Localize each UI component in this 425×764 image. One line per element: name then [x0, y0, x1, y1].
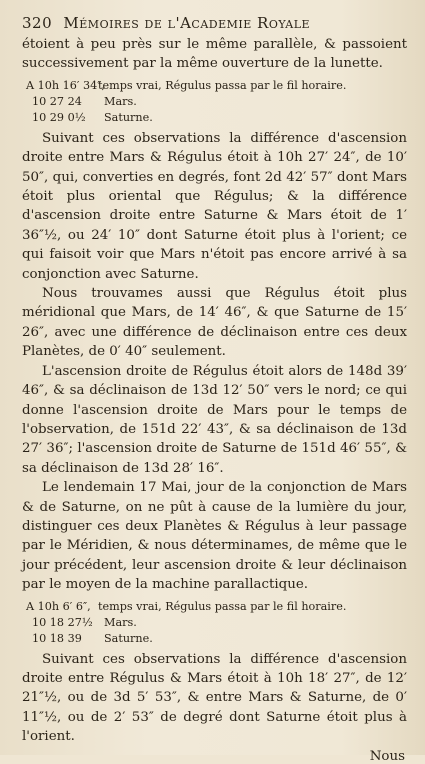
observation-note: Saturne.: [104, 631, 153, 645]
observation-time: 10 29 0½: [32, 110, 86, 124]
observation-note: Mars.: [104, 94, 137, 108]
paragraph: Suivant ces observations la différence d'ascension droite entre Régulus & Mars étoit à 10h 18′ 27″, de 12′ 21″½, ou de 3d 5′ 53″, & entre Mars & Saturne, de 0′ 11″½, ou de 2′ 53″ de degré dont Saturne étoit plus à l'orient.: [22, 651, 407, 745]
observation-row: [26, 599, 407, 615]
observation-row: [26, 94, 407, 110]
observation-time: A 10h 16′ 34″,: [26, 78, 105, 92]
observation-table-1: [26, 78, 407, 126]
observation-time: 10 18 27½: [32, 615, 93, 629]
observation-row: [26, 631, 407, 647]
running-title: Mémoires de l'Academie Royale: [63, 14, 311, 32]
observation-time: A 10h 6′ 6″,: [26, 599, 91, 613]
catchword: Nous: [369, 748, 405, 764]
observation-row: [26, 78, 407, 94]
page-number: 320: [22, 14, 53, 32]
observation-time: 10 27 24: [32, 94, 82, 108]
observation-time: 10 18 39: [32, 631, 82, 645]
paragraph: L'ascension droite de Régulus étoit alors de 148d 39′ 46″, & sa déclinaison de 13d 12′ 50″ vers le nord; ce qui donne l'ascension droite de Mars pour le temps de l'observation, de 151d 22′ 43″, & sa déclinaison de 13d 27′ 36″; l'ascension droite de Saturne de 151d 46′ 55″, & sa déclinaison de 13d 28′ 16″.: [22, 363, 407, 476]
observation-note: temps vrai, Régulus passa par le fil horaire.: [98, 78, 347, 92]
observation-row: [26, 110, 407, 126]
paragraph: étoient à peu près sur le même parallèle, & passoient successivement par la même ouverture de la lunette.: [22, 37, 407, 72]
observation-table-2: [26, 599, 407, 647]
paragraph: Le lendemain 17 Mai, jour de la conjonction de Mars & de Saturne, on ne pût à cause de la lumière du jour, distinguer ces deux Planètes & Régulus à leur passage par le Méridien, & nous déterminames, de même que le jour précédent, leur ascension droite & leur déclinaison par le moyen de la machine parallactique.: [22, 480, 407, 593]
running-header: [22, 14, 407, 32]
observation-note: Saturne.: [104, 110, 153, 124]
observation-note: Mars.: [104, 615, 137, 629]
paragraph: Suivant ces observations la différence d'ascension droite entre Mars & Régulus étoit à 10h 27′ 24″, de 10′ 50″, qui, converties en degrés, font 2d 42′ 57″ dont Mars étoit plus oriental que Régulus; & la différence d'ascension droite entre Saturne & Mars étoit de 1′ 36″½, ou 24′ 10″ dont Saturne étoit plus à l'orient; ce qui faisoit voir que Mars n'étoit pas encore arrivé à sa conjonction avec Saturne.: [22, 130, 407, 282]
observation-row: [26, 615, 407, 631]
paragraph: Nous trouvames aussi que Régulus étoit plus méridional que Mars, de 14′ 46″, & que Saturne de 15′ 26″, avec une différence de déclinaison entre ces deux Planètes, de 0′ 40″ seulement.: [22, 286, 407, 360]
observation-note: temps vrai, Régulus passa par le fil horaire.: [98, 599, 347, 613]
